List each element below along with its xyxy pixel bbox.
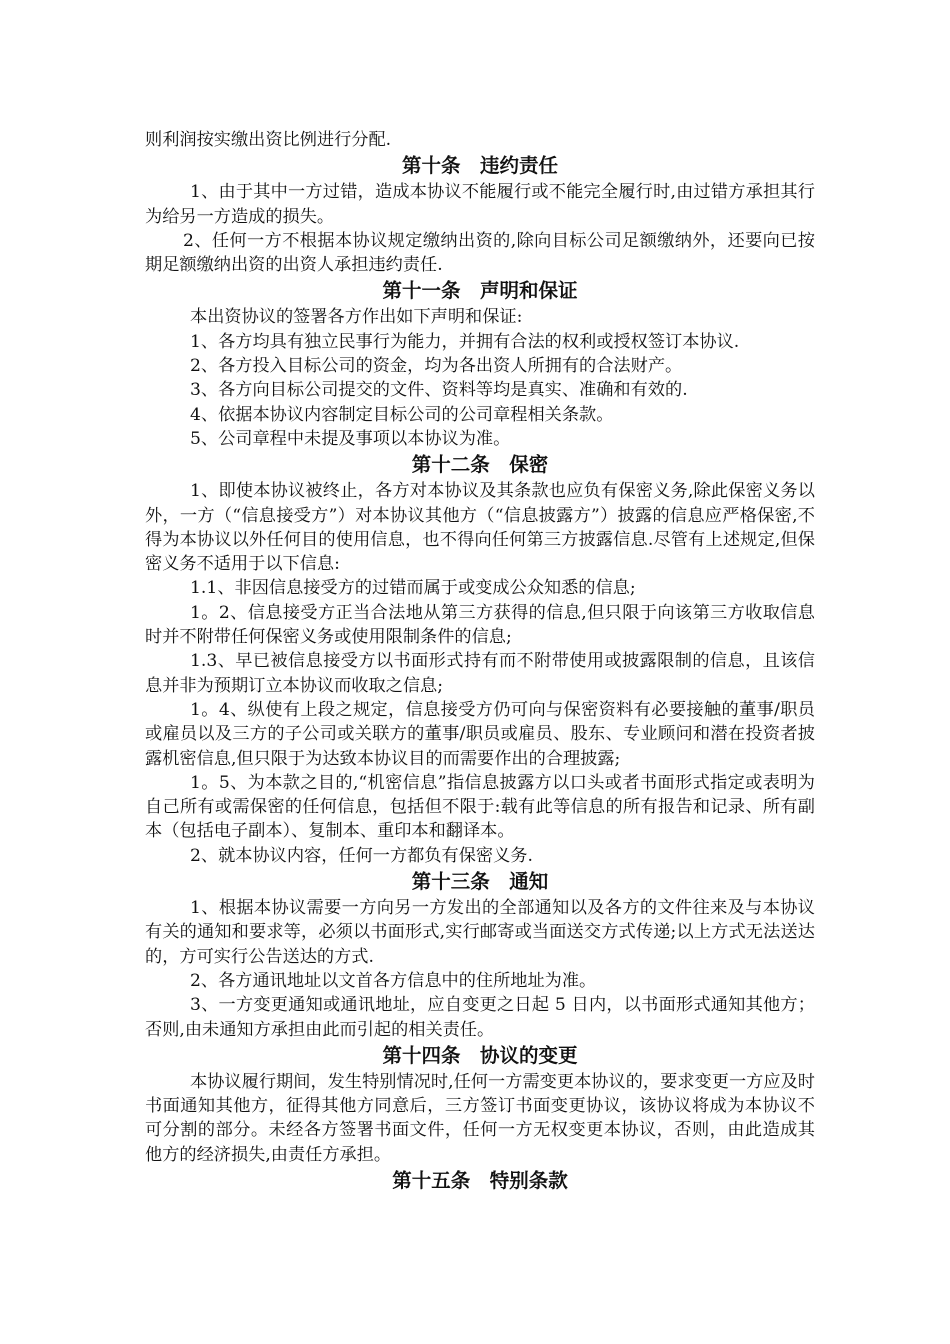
paragraph: 2、就本协议内容，任何一方都负有保密义务. (190, 845, 533, 866)
section-heading: 第十五条 特别条款 (392, 1168, 568, 1192)
section-heading: 第十二条 保密 (411, 453, 549, 477)
section-heading: 第十一条 声明和保证 (382, 279, 578, 303)
paragraph: 1.3、早已被信息接受方以书面形式持有而不附带使用或披露限制的信息，且该信息并非为预期订立本协议而收取之信息; (145, 651, 815, 696)
paragraph: 1、即使本协议被终止，各方对本协议及其条款也应负有保密义务,除此保密义务以外，一方（“信息接受方”）对本协议其他方（“信息披露方”）披露的信息应严格保密,不得为本协议以外任何目的使用信息，也不得向任何第三方披露信息.尽管有上述规定,但保密义务不适用于以下信息: (145, 481, 815, 575)
paragraph: 1.1、非因信息接受方的过错而属于或变成公众知悉的信息; (190, 578, 636, 599)
paragraph: 1。2、信息接受方正当合法地从第三方获得的信息,但只限于向该第三方收取信息时并不附带任何保密义务或使用限制条件的信息; (145, 602, 815, 648)
paragraph: 3、各方向目标公司提交的文件、资料等均是真实、准确和有效的. (190, 380, 688, 401)
paragraph: 5、公司章程中未提及事项以本协议为准。 (190, 428, 511, 449)
paragraph: 本协议履行期间，发生特别情况时,任何一方需变更本协议的，要求变更一方应及时书面通知其他方，征得其他方同意后，三方签订书面变更协议，该协议将成为本协议不可分割的部分。未经各方签署书面文件，任何一方无权变更本协议，否则，由此造成其他方的经济损失,由责任方承担。 (145, 1071, 815, 1165)
section-heading: 第十四条 协议的变更 (382, 1043, 578, 1067)
paragraph: 3、一方变更通知或通讯地址，应自变更之日起 5 日内，以书面形式通知其他方；否则,由未通知方承担由此而引起的相关责任。 (145, 995, 815, 1040)
paragraph: 2、任何一方不根据本协议规定缴纳出资的,除向目标公司足额缴纳外，还要向已按期足额缴纳出资的出资人承担违约责任. (145, 230, 815, 276)
paragraph: 2、各方投入目标公司的资金，均为各出资人所拥有的合法财产。 (190, 356, 683, 377)
paragraph: 本出资协议的签署各方作出如下声明和保证: (190, 307, 523, 328)
paragraph: 4、依据本协议内容制定目标公司的公司章程相关条款。 (190, 404, 614, 425)
paragraph: 1、根据本协议需要一方向另一方发出的全部通知以及各方的文件往来及与本协议有关的通知和要求等，必须以书面形式,实行邮寄或当面送交方式传递;以上方式无法送达的，方可实行公告送达的方式. (145, 898, 815, 967)
paragraph: 1、由于其中一方过错，造成本协议不能履行或不能完全履行时,由过错方承担其行为给另一方造成的损失。 (145, 182, 815, 227)
paragraph: 1。4、纵使有上段之规定，信息接受方仍可向与保密资料有必要接触的董事/职员或雇员以及三方的子公司或关联方的董事/职员或雇员、股东、专业顾问和潜在投资者披露机密信息,但只限于为达致本协议目的而需要作出的合理披露; (145, 699, 815, 769)
paragraph: 2、各方通讯地址以文首各方信息中的住所地址为准。 (190, 970, 597, 991)
paragraph: 1。5、为本款之目的,“机密信息”指信息披露方以口头或者书面形式指定或表明为自己所有或需保密的任何信息，包括但不限于:载有此等信息的所有报告和记录、所有副本（包括电子副本）、复制本、重印本和翻译本。 (145, 772, 815, 842)
section-heading: 第十条 违约责任 (401, 154, 558, 178)
paragraph: 则利润按实缴出资比例进行分配. (145, 130, 392, 150)
paragraph: 1、各方均具有独立民事行为能力，并拥有合法的权利或授权签订本协议. (190, 331, 740, 352)
section-heading: 第十三条 通知 (411, 870, 549, 894)
document-body (145, 128, 815, 1195)
